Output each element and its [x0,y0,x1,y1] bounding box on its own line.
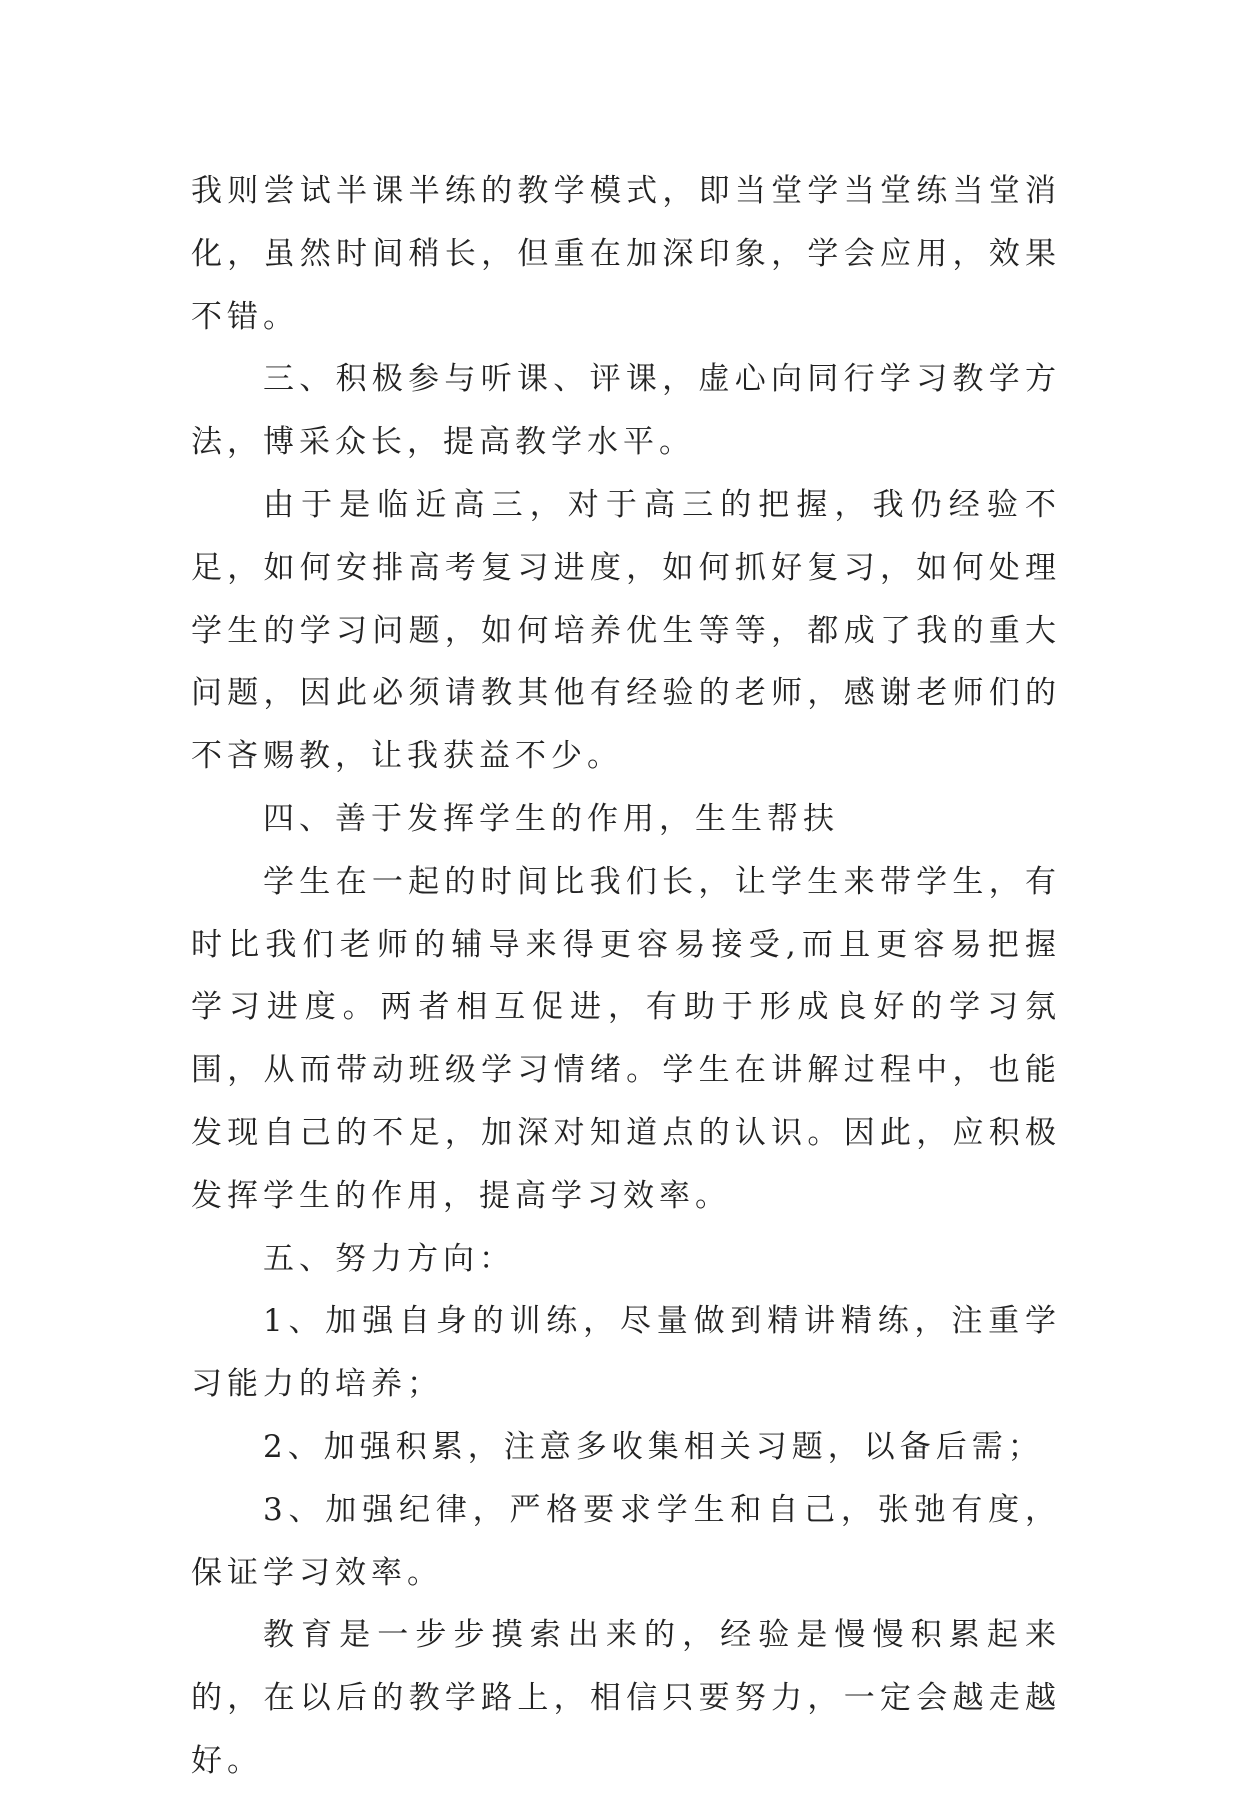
paragraph: 我则尝试半课半练的教学模式，即当堂学当堂练当堂消化，虽然时间稍长，但重在加深印象，学会应用，效果不错。 [191,173,1061,335]
paragraph-heading-3: 三、积极参与听课、评课，虚心向同行学习教学方法，博采众长，提高教学水平。 [191,361,1061,461]
paragraph: 由于是临近高三，对于高三的把握，我仍经验不足，如何安排高考复习进度，如何抓好复习，如何处理学生的学习问题，如何培养优生等等，都成了我的重大问题，因此必须请教其他有经验的老师，感谢老师们的不吝赐教，让我获益不少。 [191,486,1061,775]
paragraph-heading-5: 五、努力方向： [263,1240,515,1277]
paragraph: 学生在一起的时间比我们长，让学生来带学生，有时比我们老师的辅导来得更容易接受,而且更容易把握学习进度。两者相互促进，有助于形成良好的学习氛围，从而带动班级学习情绪。学生在讲解过程中，也能发现自己的不足，加深对知道点的认识。因此，应积极发挥学生的作用，提高学习效率。 [191,863,1061,1214]
paragraph-conclusion: 教育是一步步摸索出来的，经验是慢慢积累起来的，在以后的教学路上，相信只要努力，一定会越走越好。 [191,1617,1061,1779]
list-item: 1、加强自身的训练，尽量做到精讲精练，注重学习能力的培养； [191,1303,1061,1403]
document-body [191,160,1061,1793]
paragraph-heading-4: 四、善于发挥学生的作用，生生帮扶 [263,800,839,837]
list-item: 3、加强纪律，严格要求学生和自己，张弛有度，保证学习效率。 [191,1491,1061,1591]
list-item: 2、加强积累，注意多收集相关习题，以备后需； [263,1428,1044,1465]
